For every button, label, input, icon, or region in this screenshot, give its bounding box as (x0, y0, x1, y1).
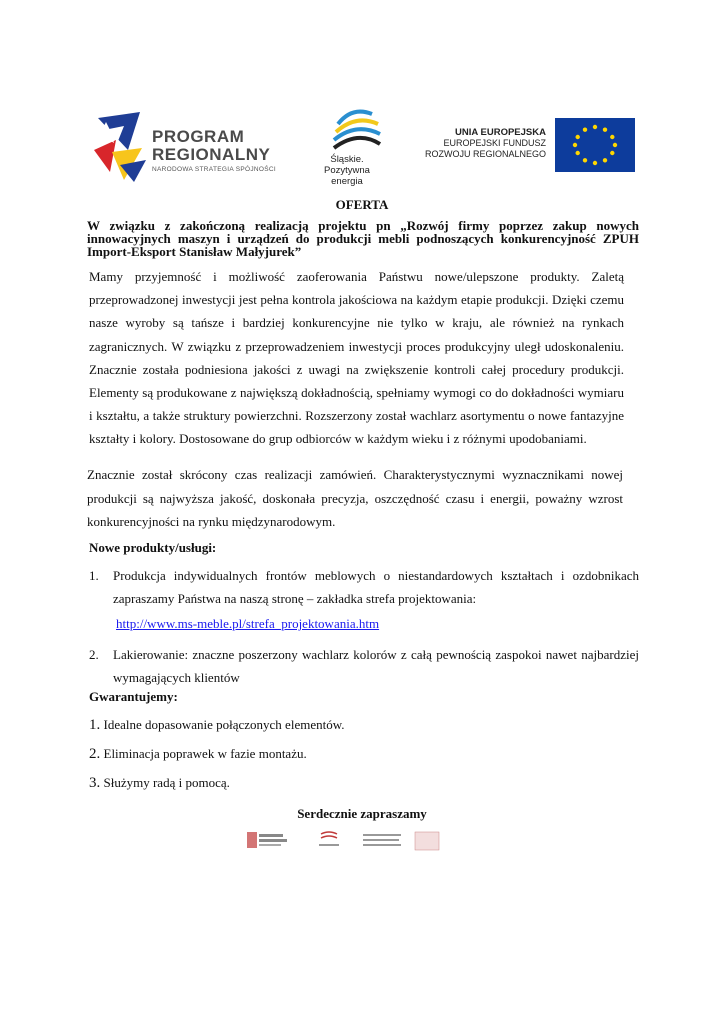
footer-logos (245, 828, 441, 854)
guarantee-heading: Gwarantujemy: (89, 689, 178, 704)
guarantee-number: 2. (89, 746, 101, 762)
ue-line2: EUROPEJSKI FUNDUSZ (443, 138, 546, 148)
product-text: Lakierowanie: znaczne poszerzony wachlarz kolorów z całą pewnością zaspokoi nawet najbardziej wymagających klientów (113, 647, 639, 685)
guarantee-item-1 (89, 717, 345, 734)
guarantee-number: 3. (89, 775, 101, 791)
closing-text: Serdecznie zapraszamy (297, 806, 427, 821)
guarantee-text: Eliminacja poprawek w fazie montażu. (103, 746, 307, 761)
logo-regionalny: REGIONALNY (152, 145, 271, 164)
ue-line3: ROZWOJU REGIONALNEGO (424, 149, 546, 159)
body-paragraph-2: Znacznie został skrócony czas realizacji zamówień. Charakterystycznymi wyznacznikami nowej produkcji są najwyższa jakość, doskonała precyzja, oszczędność czasu i energii, poważny wzrost konkurencyjności na rynku międzynarodowym. (87, 467, 623, 529)
guarantee-item-2 (89, 746, 307, 763)
product-text: Produkcja indywidualnych frontów meblowych o niestandardowych kształtach i ozdobnikach zapraszamy Państwa na naszą stronę – zakładka strefa projektowania: (113, 568, 639, 606)
product-number: 2. (89, 647, 99, 662)
guarantee-number: 1. (89, 717, 101, 733)
guarantee-text: Służymy radą i pomocą. (103, 775, 230, 790)
logo-subtitle: NARODOWA STRATEGIA SPÓJNOŚCI (152, 166, 276, 173)
strefa-projektowania-link[interactable]: http://www.ms-meble.pl/strefa_projektowania.htm (116, 616, 380, 631)
guarantee-item-3 (89, 775, 230, 792)
products-heading: Nowe produkty/usługi: (89, 540, 217, 555)
slaskie-line2: Pozytywna energia (324, 165, 370, 187)
product-item-1 (0, 564, 724, 614)
slaskie-logo-mark (334, 112, 380, 148)
program-regionalny-logo (152, 128, 276, 173)
guarantee-text: Idealne dopasowanie połączonych elementów. (103, 717, 345, 732)
intro-paragraph: W związku z zakończoną realizacją projektu pn „Rozwój firmy poprzez zakup nowych innowacyjnych maszyn i urządzeń do produkcji mebli podnoszących konkurencyjność ZPUH Import-Eksport Stanisław Małyjurek” (87, 218, 639, 259)
product-number: 1. (89, 568, 99, 583)
product-item-2 (0, 643, 724, 693)
slaskie-logo (314, 154, 380, 187)
slaskie-line1: Śląskie. (330, 154, 364, 165)
logo-header (0, 0, 724, 200)
body-paragraph-1: Mamy przyjemność i możliwość zaoferowania Państwu nowe/ulepszone produkty. Zaletą przeprowadzonej inwestycji jest pełna kontrola jakościowa na każdym etapie produkcji. Dzięki czemu nasze wyroby są tańsze i bardziej konkurencyjne nie tylko w kraju, ale również na rynkach zagranicznych. W związku z przeprowadzeniem inwestycji proces produkcyjny uległ udoskonaleniu. Znacznie została podniesiona jakości z uwagi na zwiększenie kontroli całej procedury produkcji. Elementy są produkowane z największą dokładnością, spełniamy wymogi co do dokładności wymiaru i kształtu, a także struktury powierzchni. Rozszerzony został wachlarz asortymentu o nowe fantazyjne kształty i kolory. Dostosowane do grup odbiorców w każdym wieku i z różnymi upodobaniami. (89, 269, 624, 447)
ue-line1: UNIA EUROPEJSKA (455, 127, 546, 138)
document-title: OFERTA (335, 197, 389, 212)
ue-logo (416, 127, 546, 160)
logo-program: PROGRAM (152, 127, 245, 146)
